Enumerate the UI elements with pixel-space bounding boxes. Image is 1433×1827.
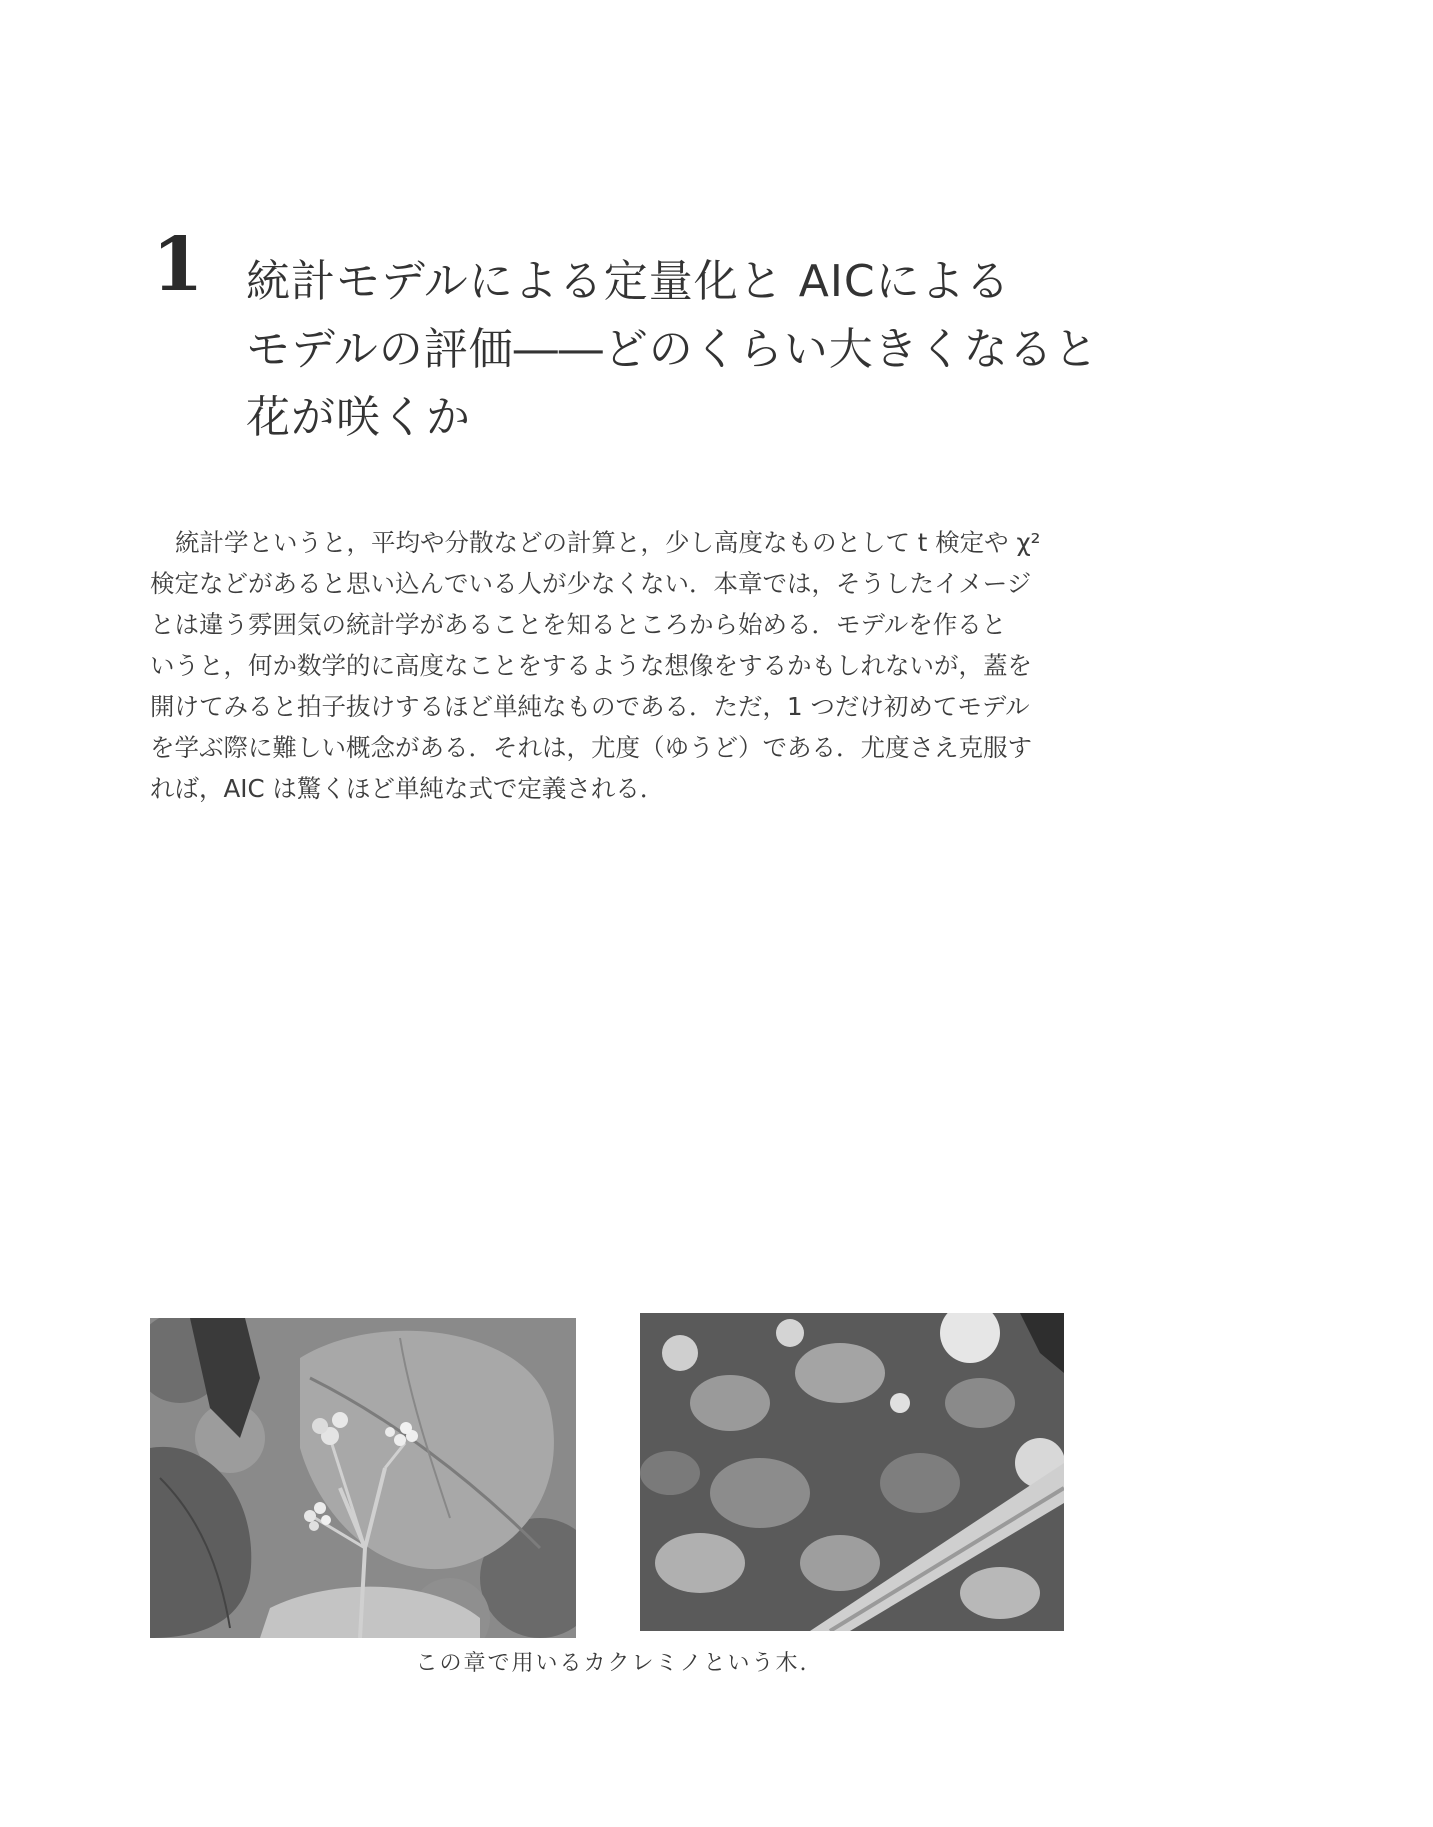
- chapter-title-line: 花が咲くか: [246, 392, 471, 443]
- chapter-number: 1: [152, 222, 204, 308]
- intro-paragraph: [150, 522, 1074, 809]
- intro-line: 統計学というと，平均や分散などの計算と，少し高度なものとして t 検定や χ²: [175, 528, 1041, 557]
- intro-line: 開けてみると拍子抜けするほど単純なものである．ただ，1 つだけ初めてモデル: [150, 692, 1030, 721]
- chapter-title: [246, 248, 1099, 452]
- chapter-title-line: モデルの評価――どのくらい大きくなると: [246, 324, 1099, 375]
- flower-photo: [150, 1318, 576, 1638]
- intro-line: 検定などがあると思い込んでいる人が少なくない．本章では，そうしたイメージ: [150, 569, 1032, 598]
- intro-line: れば，AIC は驚くほど単純な式で定義される．: [150, 774, 665, 803]
- tree-photo: [640, 1313, 1064, 1631]
- intro-line: とは違う雰囲気の統計学があることを知るところから始める．モデルを作ると: [150, 610, 1007, 639]
- intro-line: いうと，何か数学的に高度なことをするような想像をするかもしれないが，蓋を: [150, 651, 1032, 680]
- intro-line: を学ぶ際に難しい概念がある．それは，尤度（ゆうど）である．尤度さえ克服す: [150, 733, 1032, 762]
- chapter-title-line: 統計モデルによる定量化と AICによる: [246, 256, 1011, 307]
- figure-caption: この章で用いるカクレミノという木.: [415, 1651, 809, 1676]
